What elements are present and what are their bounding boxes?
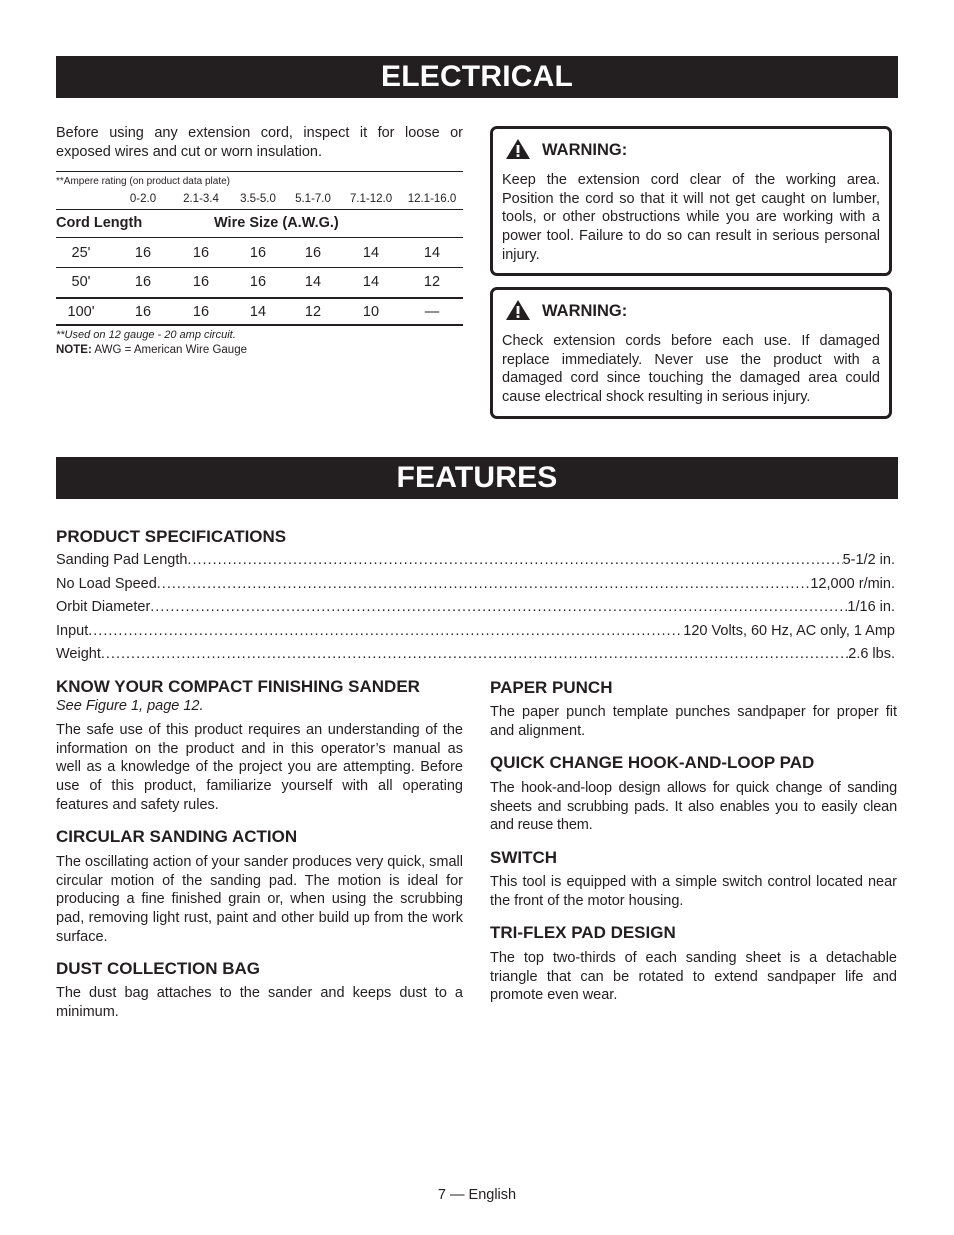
wire-size-cell: 16 — [192, 274, 210, 290]
section-text-hook-loop-pad: The hook-and-loop design allows for quick change of sanding sheets and scrubbing pads. It also enables you to easily clean and reuse them. — [490, 780, 897, 834]
electrical-intro: Before using any extension cord, inspect it for loose or exposed wires and cut or worn insulation. — [56, 125, 463, 160]
wire-size-cell: 12 — [423, 274, 441, 290]
spec-leader — [150, 599, 847, 615]
spec-label: Weight — [56, 646, 101, 662]
warning-triangle-icon — [505, 138, 531, 160]
cord-length-cell: 100' — [67, 304, 95, 320]
wire-size-cell: 16 — [249, 245, 267, 261]
section-heading-circular-sanding: CIRCULAR SANDING ACTION — [56, 827, 298, 846]
section-text-dust-bag: The dust bag attaches to the sander and keeps dust to a minimum. — [56, 985, 463, 1020]
section-heading-know-sander: KNOW YOUR COMPACT FINISHING SANDER — [56, 677, 420, 696]
note-label: NOTE: — [56, 344, 92, 356]
table-rule — [56, 237, 463, 238]
table-rule — [56, 209, 463, 210]
warning-triangle-icon — [505, 299, 531, 321]
spec-value: 1/16 in. — [847, 599, 895, 615]
wire-size-cell: 16 — [192, 304, 210, 320]
wire-size-cell: 14 — [304, 274, 322, 290]
warning-box-damaged-cord — [490, 287, 892, 419]
amp-rating: 2.1-3.4 — [183, 193, 219, 205]
wire-size-cell: 10 — [362, 304, 380, 320]
col-wire-size: Wire Size (A.W.G.) — [214, 215, 339, 231]
warning-label: WARNING: — [542, 302, 628, 320]
section-text-know-sander: The safe use of this product requires an understanding of the information on the product and in this operator’s manual as well as a knowledge of the project you are attempting. Before use of this product, familiarize yourself with all operating features and safety rules. — [56, 722, 463, 813]
spec-value: 120 Volts, 60 Hz, AC only, 1 Amp — [683, 623, 895, 639]
spec-row-pad-length — [56, 552, 895, 572]
awg-note — [56, 344, 247, 356]
section-text-paper-punch: The paper punch template punches sandpaper for proper fit and alignment. — [490, 704, 897, 739]
section-text-tri-flex: The top two-thirds of each sanding sheet is a detachable triangle that can be rotated to extend sandpaper life and promote even wear. — [490, 950, 897, 1004]
features-banner: FEATURES — [56, 457, 898, 499]
table-bottom-rule — [56, 324, 463, 326]
section-text-switch: This tool is equipped with a simple switch control located near the front of the motor housing. — [490, 874, 897, 909]
wire-size-cell: 16 — [134, 274, 152, 290]
section-heading-paper-punch: PAPER PUNCH — [490, 678, 613, 697]
spec-value: 2.6 lbs. — [848, 646, 895, 662]
wire-size-cell: 16 — [249, 274, 267, 290]
wire-size-cell: 14 — [423, 245, 441, 261]
section-heading-hook-loop-pad: QUICK CHANGE HOOK-AND-LOOP PAD — [490, 753, 815, 772]
spec-row-weight — [56, 646, 895, 666]
table-footnote: **Used on 12 gauge - 20 amp circuit. — [56, 329, 236, 341]
spec-leader — [88, 623, 683, 639]
wire-size-cell: 14 — [362, 245, 380, 261]
section-heading-tri-flex: TRI-FLEX PAD DESIGN — [490, 923, 676, 942]
amp-rating: 12.1-16.0 — [407, 193, 457, 205]
spec-value: 12,000 r/min. — [810, 576, 895, 592]
wire-size-cell: 16 — [304, 245, 322, 261]
wire-size-cell: 12 — [304, 304, 322, 320]
spec-label: No Load Speed — [56, 576, 157, 592]
amp-caption: **Ampere rating (on product data plate) — [56, 176, 230, 187]
electrical-banner: ELECTRICAL — [56, 56, 898, 98]
col-cord-length: Cord Length — [56, 215, 143, 231]
wire-size-cell: 16 — [134, 245, 152, 261]
table-rule — [56, 267, 463, 268]
cord-length-cell: 25' — [71, 245, 91, 261]
specs-heading: PRODUCT SPECIFICATIONS — [56, 527, 287, 546]
wire-size-cell: 14 — [362, 274, 380, 290]
note-text: AWG = American Wire Gauge — [91, 344, 247, 356]
amp-rating: 5.1-7.0 — [295, 193, 331, 205]
page-number: 7 — English — [437, 1187, 517, 1203]
amp-rating: 7.1-12.0 — [349, 193, 393, 205]
table-rule — [56, 297, 463, 299]
wire-size-cell: — — [424, 304, 440, 320]
cord-length-cell: 50' — [71, 274, 91, 290]
warning-text: Keep the extension cord clear of the working area. Position the cord so that it will not get caught on lumber, tools, or other obstructions while you are working with a power tool. Failure to do so can result in serious personal injury. — [502, 172, 880, 263]
section-text-circular-sanding: The oscillating action of your sander produces very quick, small circular motion of the sanding pad. The motion is ideal for producing a fine finished grain or, when using the scrubbing pad, removing light rust, paint and other build up from the work surface. — [56, 854, 463, 945]
spec-label: Sanding Pad Length — [56, 552, 188, 568]
amp-rating: 0-2.0 — [129, 193, 157, 205]
wire-size-cell: 14 — [249, 304, 267, 320]
table-top-rule — [56, 171, 463, 172]
extension-cord-table — [56, 171, 463, 331]
warning-box-extension-cord — [490, 126, 892, 276]
spec-leader — [101, 646, 848, 662]
wire-size-cell: 16 — [134, 304, 152, 320]
spec-label: Orbit Diameter — [56, 599, 151, 615]
spec-leader — [187, 552, 842, 568]
spec-row-input — [56, 623, 895, 643]
section-heading-switch: SWITCH — [490, 848, 558, 867]
section-heading-dust-bag: DUST COLLECTION BAG — [56, 959, 260, 978]
warning-text: Check extension cords before each use. If damaged replace immediately. Never use the product with a damaged cord since touching the damaged area could cause electrical shock resulting in serious injury. — [502, 333, 880, 406]
wire-size-cell: 16 — [192, 245, 210, 261]
warning-label: WARNING: — [542, 141, 628, 159]
amp-rating: 3.5-5.0 — [240, 193, 276, 205]
spec-row-orbit-diameter — [56, 599, 895, 619]
figure-reference: See Figure 1, page 12. — [56, 698, 204, 714]
spec-row-no-load-speed — [56, 576, 895, 596]
spec-leader — [157, 576, 811, 592]
spec-value: 5-1/2 in. — [842, 552, 895, 568]
spec-label: Input — [56, 623, 89, 639]
